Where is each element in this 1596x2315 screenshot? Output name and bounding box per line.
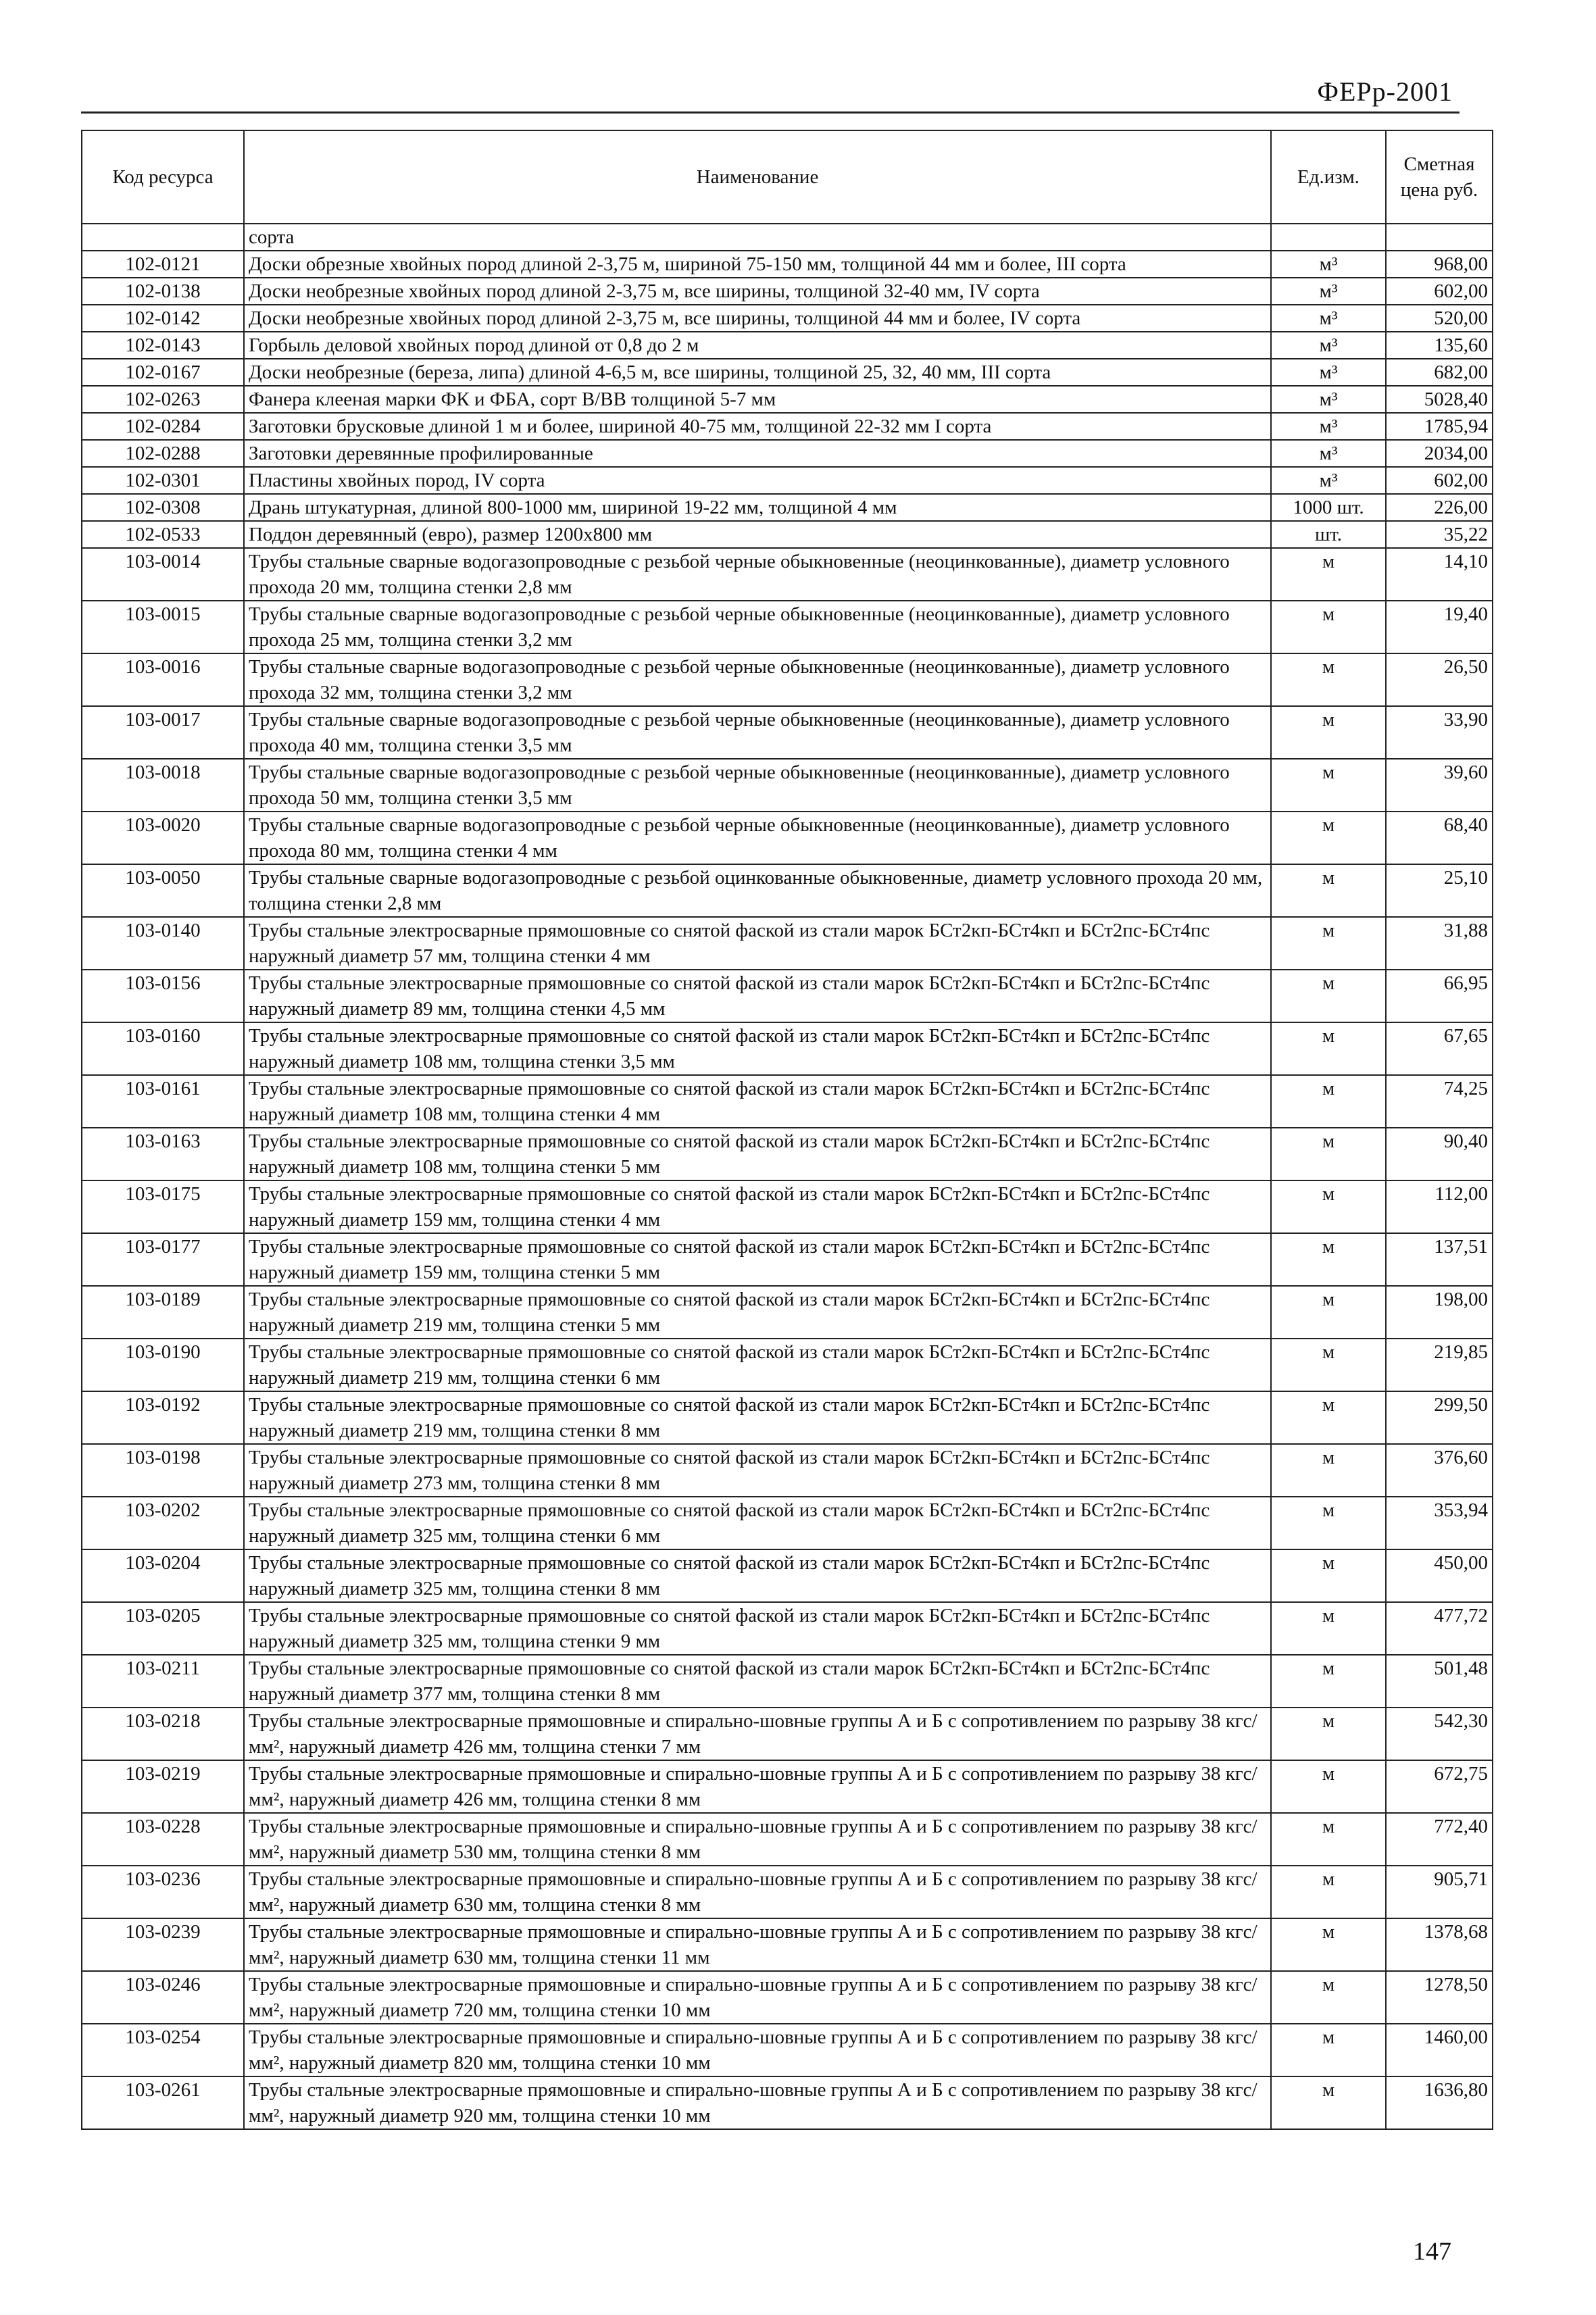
table-row xyxy=(82,1444,1493,1497)
table-row xyxy=(82,1022,1493,1075)
resource-code-cell: 103-0016 xyxy=(82,653,244,706)
unit-cell: м xyxy=(1271,601,1386,653)
unit-cell: м xyxy=(1271,1286,1386,1339)
resource-code-cell: 103-0015 xyxy=(82,601,244,653)
resource-name-cell: Трубы стальные электросварные прямошовные и спирально-шовные группы А и Б с сопротивлением по разрыву 38 кгс/мм², наружный диаметр 920 мм, толщина стенки 10 мм xyxy=(244,2076,1271,2129)
resource-price-table xyxy=(81,130,1493,2130)
resource-name-cell: Трубы стальные электросварные прямошовные со снятой фаской из стали марок БСт2кп-БСт4кп и БСт2пс-БСт4пс наружный диаметр 159 мм, толщина стенки 4 мм xyxy=(244,1180,1271,1233)
resource-code-cell: 103-0236 xyxy=(82,1866,244,1918)
unit-cell: м xyxy=(1271,1813,1386,1866)
table-row xyxy=(82,2076,1493,2129)
resource-code-cell: 102-0167 xyxy=(82,359,244,386)
table-row xyxy=(82,812,1493,864)
resource-code-cell: 102-0288 xyxy=(82,440,244,467)
unit-cell: м xyxy=(1271,548,1386,601)
unit-cell: м xyxy=(1271,759,1386,812)
table-row xyxy=(82,706,1493,759)
table-row xyxy=(82,1655,1493,1708)
resource-name-cell: Трубы стальные электросварные прямошовные и спирально-шовные группы А и Б с сопротивлением по разрыву 38 кгс/мм², наружный диаметр 530 мм, толщина стенки 8 мм xyxy=(244,1813,1271,1866)
table-row xyxy=(82,2024,1493,2076)
resource-code-cell: 102-0284 xyxy=(82,413,244,440)
unit-cell: м³ xyxy=(1271,359,1386,386)
resource-code-cell: 103-0017 xyxy=(82,706,244,759)
unit-cell: м xyxy=(1271,1971,1386,2024)
unit-cell: м xyxy=(1271,653,1386,706)
unit-cell: м xyxy=(1271,1866,1386,1918)
price-cell: 299,50 xyxy=(1386,1391,1493,1444)
resource-name-cell: Доски необрезные хвойных пород длиной 2-3,75 м, все ширины, толщиной 32-40 мм, IV сорта xyxy=(244,278,1271,305)
table-row xyxy=(82,759,1493,812)
table-row xyxy=(82,1339,1493,1391)
resource-name-cell: Трубы стальные электросварные прямошовные со снятой фаской из стали марок БСт2кп-БСт4кп и БСт2пс-БСт4пс наружный диаметр 108 мм, толщина стенки 5 мм xyxy=(244,1128,1271,1180)
resource-code-cell xyxy=(82,224,244,251)
table-header-row xyxy=(82,130,1493,224)
resource-name-cell: Трубы стальные электросварные прямошовные со снятой фаской из стали марок БСт2кп-БСт4кп и БСт2пс-БСт4пс наружный диаметр 377 мм, толщина стенки 8 мм xyxy=(244,1655,1271,1708)
resource-name-cell: Трубы стальные электросварные прямошовные со снятой фаской из стали марок БСт2кп-БСт4кп и БСт2пс-БСт4пс наружный диаметр 57 мм, толщина стенки 4 мм xyxy=(244,917,1271,970)
price-cell: 602,00 xyxy=(1386,278,1493,305)
price-cell: 968,00 xyxy=(1386,251,1493,278)
table-row xyxy=(82,359,1493,386)
price-cell: 25,10 xyxy=(1386,864,1493,917)
resource-name-cell: Трубы стальные электросварные прямошовные со снятой фаской из стали марок БСт2кп-БСт4кп и БСт2пс-БСт4пс наружный диаметр 108 мм, толщина стенки 4 мм xyxy=(244,1075,1271,1128)
resource-name-cell: Трубы стальные сварные водогазопроводные с резьбой черные обыкновенные (неоцинкованные), диаметр условного прохода 32 мм, толщина стенки 3,2 мм xyxy=(244,653,1271,706)
resource-name-cell: Заготовки брусковые длиной 1 м и более, шириной 40-75 мм, толщиной 22-32 мм I сорта xyxy=(244,413,1271,440)
unit-cell: м xyxy=(1271,2076,1386,2129)
table-row xyxy=(82,332,1493,359)
column-header-name: Наименование xyxy=(244,130,1271,224)
resource-code-cell: 103-0156 xyxy=(82,970,244,1022)
resource-name-cell: Трубы стальные сварные водогазопроводные с резьбой оцинкованные обыкновенные, диаметр условного прохода 20 мм, толщина стенки 2,8 мм xyxy=(244,864,1271,917)
table-row xyxy=(82,1180,1493,1233)
unit-cell: м xyxy=(1271,1022,1386,1075)
unit-cell: м xyxy=(1271,1391,1386,1444)
price-cell: 1785,94 xyxy=(1386,413,1493,440)
price-cell: 68,40 xyxy=(1386,812,1493,864)
table-row xyxy=(82,548,1493,601)
table-row xyxy=(82,386,1493,413)
price-cell: 90,40 xyxy=(1386,1128,1493,1180)
resource-code-cell: 103-0246 xyxy=(82,1971,244,2024)
table-row xyxy=(82,1971,1493,2024)
resource-name-cell: Пластины хвойных пород, IV сорта xyxy=(244,467,1271,494)
price-cell: 542,30 xyxy=(1386,1708,1493,1760)
table-row xyxy=(82,1128,1493,1180)
resource-name-cell: Трубы стальные сварные водогазопроводные с резьбой черные обыкновенные (неоцинкованные), диаметр условного прохода 80 мм, толщина стенки 4 мм xyxy=(244,812,1271,864)
resource-code-cell: 103-0204 xyxy=(82,1549,244,1602)
table-row xyxy=(82,1602,1493,1655)
resource-name-cell: Трубы стальные электросварные прямошовные со снятой фаской из стали марок БСт2кп-БСт4кп и БСт2пс-БСт4пс наружный диаметр 159 мм, толщина стенки 5 мм xyxy=(244,1233,1271,1286)
resource-name-cell: Трубы стальные электросварные прямошовные и спирально-шовные группы А и Б с сопротивлением по разрыву 38 кгс/мм², наружный диаметр 720 мм, толщина стенки 10 мм xyxy=(244,1971,1271,2024)
resource-code-cell: 102-0142 xyxy=(82,305,244,332)
table-row xyxy=(82,653,1493,706)
table-row xyxy=(82,467,1493,494)
resource-name-cell: Трубы стальные электросварные прямошовные со снятой фаской из стали марок БСт2кп-БСт4кп и БСт2пс-БСт4пс наружный диаметр 219 мм, толщина стенки 5 мм xyxy=(244,1286,1271,1339)
resource-name-cell: Трубы стальные электросварные прямошовные и спирально-шовные группы А и Б с сопротивлением по разрыву 38 кгс/мм², наружный диаметр 630 мм, толщина стенки 8 мм xyxy=(244,1866,1271,1918)
resource-name-cell: Доски необрезные хвойных пород длиной 2-3,75 м, все ширины, толщиной 44 мм и более, IV сорта xyxy=(244,305,1271,332)
column-header-code: Код ресурса xyxy=(82,130,244,224)
price-cell: 1378,68 xyxy=(1386,1918,1493,1971)
resource-code-cell: 102-0138 xyxy=(82,278,244,305)
header-rule xyxy=(81,111,1460,114)
price-cell: 905,71 xyxy=(1386,1866,1493,1918)
price-cell: 19,40 xyxy=(1386,601,1493,653)
unit-cell: м xyxy=(1271,1075,1386,1128)
unit-cell: м xyxy=(1271,1602,1386,1655)
unit-cell: м xyxy=(1271,1497,1386,1549)
unit-cell: м xyxy=(1271,706,1386,759)
unit-cell: м xyxy=(1271,1760,1386,1813)
resource-code-cell: 103-0218 xyxy=(82,1708,244,1760)
price-cell: 39,60 xyxy=(1386,759,1493,812)
resource-name-cell: Трубы стальные электросварные прямошовные со снятой фаской из стали марок БСт2кп-БСт4кп и БСт2пс-БСт4пс наружный диаметр 325 мм, толщина стенки 6 мм xyxy=(244,1497,1271,1549)
table-row xyxy=(82,1708,1493,1760)
unit-cell: м xyxy=(1271,1444,1386,1497)
price-cell: 198,00 xyxy=(1386,1286,1493,1339)
table-row xyxy=(82,494,1493,521)
price-cell: 74,25 xyxy=(1386,1075,1493,1128)
resource-code-cell: 103-0219 xyxy=(82,1760,244,1813)
resource-name-cell: Трубы стальные электросварные прямошовные и спирально-шовные группы А и Б с сопротивлением по разрыву 38 кгс/мм², наружный диаметр 426 мм, толщина стенки 8 мм xyxy=(244,1760,1271,1813)
resource-code-cell: 103-0202 xyxy=(82,1497,244,1549)
resource-code-cell: 102-0533 xyxy=(82,521,244,548)
document-code: ФЕРр-2001 xyxy=(1317,76,1453,107)
price-cell: 672,75 xyxy=(1386,1760,1493,1813)
table-body xyxy=(82,224,1493,2129)
price-cell: 219,85 xyxy=(1386,1339,1493,1391)
table-row xyxy=(82,278,1493,305)
unit-cell: м³ xyxy=(1271,386,1386,413)
table-row xyxy=(82,1075,1493,1128)
page-number: 147 xyxy=(1413,2237,1451,2266)
resource-code-cell: 102-0143 xyxy=(82,332,244,359)
unit-cell xyxy=(1271,224,1386,251)
unit-cell: 1000 шт. xyxy=(1271,494,1386,521)
resource-code-cell: 103-0198 xyxy=(82,1444,244,1497)
table-row xyxy=(82,864,1493,917)
unit-cell: м xyxy=(1271,864,1386,917)
unit-cell: м xyxy=(1271,917,1386,970)
resource-name-cell: Дрань штукатурная, длиной 800-1000 мм, шириной 19-22 мм, толщиной 4 мм xyxy=(244,494,1271,521)
unit-cell: м xyxy=(1271,812,1386,864)
resource-name-cell: Фанера клееная марки ФК и ФБА, сорт В/ВВ толщиной 5-7 мм xyxy=(244,386,1271,413)
unit-cell: м xyxy=(1271,1918,1386,1971)
resource-name-cell: Трубы стальные электросварные прямошовные со снятой фаской из стали марок БСт2кп-БСт4кп и БСт2пс-БСт4пс наружный диаметр 219 мм, толщина стенки 6 мм xyxy=(244,1339,1271,1391)
unit-cell: м xyxy=(1271,970,1386,1022)
table-row xyxy=(82,305,1493,332)
unit-cell: м³ xyxy=(1271,440,1386,467)
unit-cell: м³ xyxy=(1271,413,1386,440)
price-cell: 112,00 xyxy=(1386,1180,1493,1233)
resource-code-cell: 103-0254 xyxy=(82,2024,244,2076)
unit-cell: м xyxy=(1271,1708,1386,1760)
unit-cell: м xyxy=(1271,1339,1386,1391)
price-cell: 1460,00 xyxy=(1386,2024,1493,2076)
unit-cell: м³ xyxy=(1271,278,1386,305)
resource-name-cell: Трубы стальные сварные водогазопроводные с резьбой черные обыкновенные (неоцинкованные), диаметр условного прохода 25 мм, толщина стенки 3,2 мм xyxy=(244,601,1271,653)
unit-cell: м xyxy=(1271,1180,1386,1233)
resource-name-cell: Трубы стальные электросварные прямошовные со снятой фаской из стали марок БСт2кп-БСт4кп и БСт2пс-БСт4пс наружный диаметр 325 мм, толщина стенки 9 мм xyxy=(244,1602,1271,1655)
unit-cell: м³ xyxy=(1271,332,1386,359)
table-row xyxy=(82,1497,1493,1549)
unit-cell: шт. xyxy=(1271,521,1386,548)
resource-name-cell: Трубы стальные электросварные прямошовные и спирально-шовные группы А и Б с сопротивлением по разрыву 38 кгс/мм², наружный диаметр 426 мм, толщина стенки 7 мм xyxy=(244,1708,1271,1760)
resource-code-cell: 103-0211 xyxy=(82,1655,244,1708)
price-cell: 2034,00 xyxy=(1386,440,1493,467)
unit-cell: м xyxy=(1271,1128,1386,1180)
price-cell: 353,94 xyxy=(1386,1497,1493,1549)
price-cell: 520,00 xyxy=(1386,305,1493,332)
resource-code-cell: 103-0190 xyxy=(82,1339,244,1391)
price-cell: 1278,50 xyxy=(1386,1971,1493,2024)
unit-cell: м xyxy=(1271,1549,1386,1602)
unit-cell: м³ xyxy=(1271,467,1386,494)
table-row xyxy=(82,1813,1493,1866)
resource-name-cell: Трубы стальные электросварные прямошовные со снятой фаской из стали марок БСт2кп-БСт4кп и БСт2пс-БСт4пс наружный диаметр 108 мм, толщина стенки 3,5 мм xyxy=(244,1022,1271,1075)
resource-name-cell: Трубы стальные электросварные прямошовные со снятой фаской из стали марок БСт2кп-БСт4кп и БСт2пс-БСт4пс наружный диаметр 89 мм, толщина стенки 4,5 мм xyxy=(244,970,1271,1022)
resource-code-cell: 103-0140 xyxy=(82,917,244,970)
table-row xyxy=(82,601,1493,653)
table-row xyxy=(82,1233,1493,1286)
resource-code-cell: 102-0308 xyxy=(82,494,244,521)
unit-cell: м³ xyxy=(1271,305,1386,332)
resource-name-cell: Трубы стальные сварные водогазопроводные с резьбой черные обыкновенные (неоцинкованные), диаметр условного прохода 20 мм, толщина стенки 2,8 мм xyxy=(244,548,1271,601)
resource-name-cell: Трубы стальные сварные водогазопроводные с резьбой черные обыкновенные (неоцинкованные), диаметр условного прохода 50 мм, толщина стенки 3,5 мм xyxy=(244,759,1271,812)
resource-code-cell: 103-0261 xyxy=(82,2076,244,2129)
table-row xyxy=(82,251,1493,278)
resource-code-cell: 102-0263 xyxy=(82,386,244,413)
resource-code-cell: 103-0192 xyxy=(82,1391,244,1444)
resource-name-cell: Доски необрезные (береза, липа) длиной 4-6,5 м, все ширины, толщиной 25, 32, 40 мм, III сорта xyxy=(244,359,1271,386)
table-row xyxy=(82,1549,1493,1602)
price-cell: 135,60 xyxy=(1386,332,1493,359)
table-row xyxy=(82,1866,1493,1918)
unit-cell: м xyxy=(1271,1233,1386,1286)
price-cell xyxy=(1386,224,1493,251)
resource-code-cell: 103-0018 xyxy=(82,759,244,812)
unit-cell: м xyxy=(1271,1655,1386,1708)
resource-code-cell: 103-0050 xyxy=(82,864,244,917)
price-cell: 501,48 xyxy=(1386,1655,1493,1708)
resource-name-cell: Заготовки деревянные профилированные xyxy=(244,440,1271,467)
resource-name-cell: Трубы стальные сварные водогазопроводные с резьбой черные обыкновенные (неоцинкованные), диаметр условного прохода 40 мм, толщина стенки 3,5 мм xyxy=(244,706,1271,759)
price-cell: 682,00 xyxy=(1386,359,1493,386)
price-cell: 67,65 xyxy=(1386,1022,1493,1075)
table-row xyxy=(82,1391,1493,1444)
resource-code-cell: 103-0177 xyxy=(82,1233,244,1286)
resource-code-cell: 103-0189 xyxy=(82,1286,244,1339)
table-row xyxy=(82,1760,1493,1813)
resource-code-cell: 103-0014 xyxy=(82,548,244,601)
resource-name-cell: сорта xyxy=(244,224,1271,251)
resource-code-cell: 103-0160 xyxy=(82,1022,244,1075)
price-cell: 1636,80 xyxy=(1386,2076,1493,2129)
price-cell: 772,40 xyxy=(1386,1813,1493,1866)
resource-name-cell: Доски обрезные хвойных пород длиной 2-3,75 м, шириной 75-150 мм, толщиной 44 мм и более, III сорта xyxy=(244,251,1271,278)
table-row xyxy=(82,521,1493,548)
price-cell: 26,50 xyxy=(1386,653,1493,706)
price-cell: 477,72 xyxy=(1386,1602,1493,1655)
table-row xyxy=(82,440,1493,467)
resource-code-cell: 103-0175 xyxy=(82,1180,244,1233)
table-row xyxy=(82,1286,1493,1339)
resource-code-cell: 103-0205 xyxy=(82,1602,244,1655)
price-cell: 5028,40 xyxy=(1386,386,1493,413)
resource-name-cell: Трубы стальные электросварные прямошовные и спирально-шовные группы А и Б с сопротивлением по разрыву 38 кгс/мм², наружный диаметр 630 мм, толщина стенки 11 мм xyxy=(244,1918,1271,1971)
resource-code-cell: 102-0121 xyxy=(82,251,244,278)
unit-cell: м xyxy=(1271,2024,1386,2076)
resource-code-cell: 103-0020 xyxy=(82,812,244,864)
resource-name-cell: Горбыль деловой хвойных пород длиной от 0,8 до 2 м xyxy=(244,332,1271,359)
table-row xyxy=(82,1918,1493,1971)
price-cell: 376,60 xyxy=(1386,1444,1493,1497)
resource-name-cell: Трубы стальные электросварные прямошовные со снятой фаской из стали марок БСт2кп-БСт4кп и БСт2пс-БСт4пс наружный диаметр 219 мм, толщина стенки 8 мм xyxy=(244,1391,1271,1444)
unit-cell: м³ xyxy=(1271,251,1386,278)
price-cell: 602,00 xyxy=(1386,467,1493,494)
price-cell: 35,22 xyxy=(1386,521,1493,548)
price-cell: 450,00 xyxy=(1386,1549,1493,1602)
resource-code-cell: 103-0161 xyxy=(82,1075,244,1128)
resource-name-cell: Поддон деревянный (евро), размер 1200х800 мм xyxy=(244,521,1271,548)
table-row xyxy=(82,413,1493,440)
price-cell: 31,88 xyxy=(1386,917,1493,970)
price-cell: 137,51 xyxy=(1386,1233,1493,1286)
table-row xyxy=(82,224,1493,251)
resource-code-cell: 103-0239 xyxy=(82,1918,244,1971)
resource-name-cell: Трубы стальные электросварные прямошовные и спирально-шовные группы А и Б с сопротивлением по разрыву 38 кгс/мм², наружный диаметр 820 мм, толщина стенки 10 мм xyxy=(244,2024,1271,2076)
resource-name-cell: Трубы стальные электросварные прямошовные со снятой фаской из стали марок БСт2кп-БСт4кп и БСт2пс-БСт4пс наружный диаметр 325 мм, толщина стенки 8 мм xyxy=(244,1549,1271,1602)
resource-name-cell: Трубы стальные электросварные прямошовные со снятой фаской из стали марок БСт2кп-БСт4кп и БСт2пс-БСт4пс наружный диаметр 273 мм, толщина стенки 8 мм xyxy=(244,1444,1271,1497)
column-header-price: Сметная цена руб. xyxy=(1386,130,1493,224)
price-cell: 226,00 xyxy=(1386,494,1493,521)
table-row xyxy=(82,970,1493,1022)
resource-code-cell: 103-0163 xyxy=(82,1128,244,1180)
resource-code-cell: 102-0301 xyxy=(82,467,244,494)
price-cell: 33,90 xyxy=(1386,706,1493,759)
resource-code-cell: 103-0228 xyxy=(82,1813,244,1866)
column-header-unit: Ед.изм. xyxy=(1271,130,1386,224)
price-cell: 66,95 xyxy=(1386,970,1493,1022)
price-cell: 14,10 xyxy=(1386,548,1493,601)
table-row xyxy=(82,917,1493,970)
